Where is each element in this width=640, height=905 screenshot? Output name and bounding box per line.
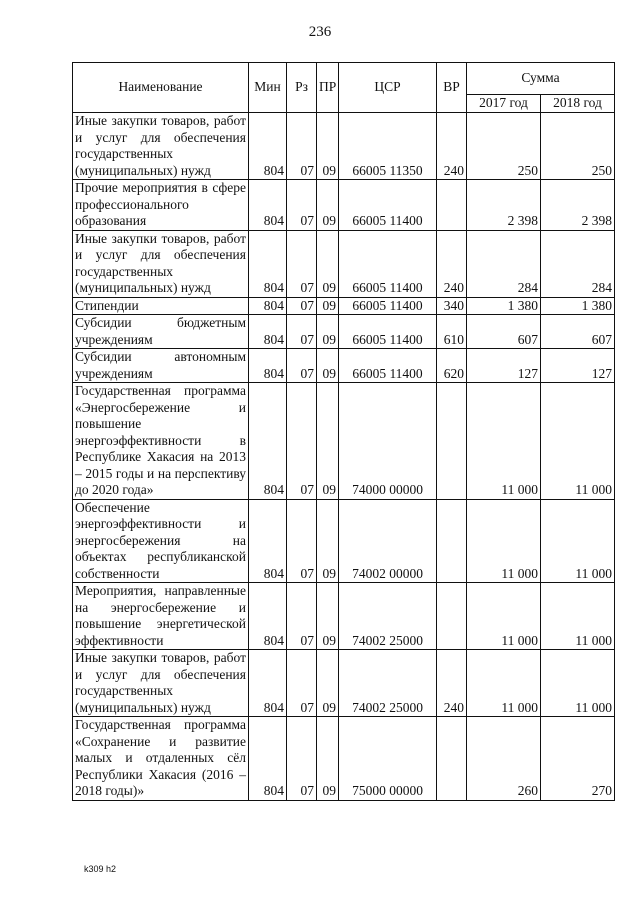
cell-min: 804 — [249, 230, 287, 297]
cell-min: 804 — [249, 180, 287, 231]
page-number: 236 — [308, 24, 332, 40]
cell-y2018: 2 398 — [541, 180, 615, 231]
cell-rz: 07 — [287, 650, 317, 717]
table-row — [73, 349, 615, 383]
cell-y2018: 11 000 — [541, 583, 615, 650]
cell-y2018: 607 — [541, 315, 615, 349]
cell-y2017: 2 398 — [467, 180, 541, 231]
table-row — [73, 717, 615, 801]
cell-vr: 610 — [437, 315, 467, 349]
cell-min: 804 — [249, 113, 287, 180]
cell-vr — [437, 499, 467, 583]
cell-name: Обеспечение энергоэффективности и энергосбережения на объектах республиканской собственности — [73, 499, 249, 583]
cell-rz: 07 — [287, 717, 317, 801]
cell-pr: 09 — [317, 297, 339, 315]
cell-csr: 66005 11400 — [339, 180, 437, 231]
cell-pr: 09 — [317, 113, 339, 180]
cell-y2017: 127 — [467, 349, 541, 383]
cell-rz: 07 — [287, 113, 317, 180]
table-row — [73, 230, 615, 297]
cell-min: 804 — [249, 349, 287, 383]
budget-table — [72, 62, 615, 801]
cell-y2018: 250 — [541, 113, 615, 180]
cell-y2018: 11 000 — [541, 383, 615, 500]
table-body — [73, 113, 615, 801]
cell-y2018: 11 000 — [541, 650, 615, 717]
cell-vr: 620 — [437, 349, 467, 383]
cell-vr: 340 — [437, 297, 467, 315]
table-row — [73, 297, 615, 315]
cell-y2018: 11 000 — [541, 499, 615, 583]
cell-min: 804 — [249, 315, 287, 349]
cell-min: 804 — [249, 583, 287, 650]
header-name: Наименование — [73, 63, 249, 113]
cell-csr: 74000 00000 — [339, 383, 437, 500]
cell-vr — [437, 383, 467, 500]
cell-name: Иные закупки товаров, работ и услуг для обеспечения государственных (муниципальных) нужд — [73, 113, 249, 180]
cell-rz: 07 — [287, 315, 317, 349]
cell-y2018: 1 380 — [541, 297, 615, 315]
cell-csr: 66005 11350 — [339, 113, 437, 180]
cell-pr: 09 — [317, 230, 339, 297]
cell-name: Иные закупки товаров, работ и услуг для обеспечения государственных (муниципальных) нужд — [73, 230, 249, 297]
table-row — [73, 650, 615, 717]
header-min: Мин — [249, 63, 287, 113]
table-row — [73, 315, 615, 349]
cell-name: Стипендии — [73, 297, 249, 315]
cell-y2017: 11 000 — [467, 499, 541, 583]
cell-y2017: 11 000 — [467, 650, 541, 717]
header-year-2018: 2018 год — [541, 95, 615, 113]
table-row — [73, 583, 615, 650]
cell-y2017: 284 — [467, 230, 541, 297]
cell-vr — [437, 717, 467, 801]
cell-csr: 74002 00000 — [339, 499, 437, 583]
cell-vr — [437, 583, 467, 650]
cell-y2018: 127 — [541, 349, 615, 383]
cell-pr: 09 — [317, 383, 339, 500]
header-csr: ЦСР — [339, 63, 437, 113]
cell-y2018: 284 — [541, 230, 615, 297]
cell-pr: 09 — [317, 650, 339, 717]
cell-rz: 07 — [287, 383, 317, 500]
header-rz: Рз — [287, 63, 317, 113]
cell-min: 804 — [249, 297, 287, 315]
cell-y2017: 11 000 — [467, 383, 541, 500]
cell-name: Государственная программа «Энергосбережение и повышение энергоэффективности в Республике Хакасия на 2013 – 2015 годы и на перспективу до 2020 года» — [73, 383, 249, 500]
cell-y2018: 270 — [541, 717, 615, 801]
cell-y2017: 1 380 — [467, 297, 541, 315]
table-row — [73, 180, 615, 231]
cell-pr: 09 — [317, 180, 339, 231]
footer-code: k309 h2 — [84, 864, 117, 874]
cell-rz: 07 — [287, 583, 317, 650]
cell-min: 804 — [249, 383, 287, 500]
cell-name: Субсидии бюджетным учреждениям — [73, 315, 249, 349]
header-year-2017: 2017 год — [467, 95, 541, 113]
header-vr: ВР — [437, 63, 467, 113]
cell-csr: 74002 25000 — [339, 650, 437, 717]
cell-vr: 240 — [437, 230, 467, 297]
cell-y2017: 607 — [467, 315, 541, 349]
table-row — [73, 383, 615, 500]
cell-min: 804 — [249, 717, 287, 801]
cell-vr: 240 — [437, 650, 467, 717]
cell-y2017: 250 — [467, 113, 541, 180]
cell-csr: 66005 11400 — [339, 230, 437, 297]
cell-pr: 09 — [317, 315, 339, 349]
cell-csr: 75000 00000 — [339, 717, 437, 801]
cell-rz: 07 — [287, 180, 317, 231]
cell-csr: 66005 11400 — [339, 315, 437, 349]
cell-name: Прочие мероприятия в сфере профессионального образования — [73, 180, 249, 231]
cell-pr: 09 — [317, 583, 339, 650]
header-pr: ПР — [317, 63, 339, 113]
cell-rz: 07 — [287, 297, 317, 315]
cell-name: Государственная программа «Сохранение и развитие малых и отдаленных сёл Республики Хакасия (2016 – 2018 годы)» — [73, 717, 249, 801]
cell-name: Иные закупки товаров, работ и услуг для обеспечения государственных (муниципальных) нужд — [73, 650, 249, 717]
cell-rz: 07 — [287, 230, 317, 297]
cell-pr: 09 — [317, 499, 339, 583]
cell-name: Субсидии автономным учреждениям — [73, 349, 249, 383]
cell-y2017: 11 000 — [467, 583, 541, 650]
cell-csr: 66005 11400 — [339, 349, 437, 383]
cell-min: 804 — [249, 650, 287, 717]
cell-name: Мероприятия, направленные на энергосбережение и повышение энергетической эффективности — [73, 583, 249, 650]
table-row — [73, 113, 615, 180]
cell-vr — [437, 180, 467, 231]
cell-csr: 66005 11400 — [339, 297, 437, 315]
cell-vr: 240 — [437, 113, 467, 180]
cell-pr: 09 — [317, 349, 339, 383]
cell-y2017: 260 — [467, 717, 541, 801]
cell-rz: 07 — [287, 499, 317, 583]
table-row — [73, 499, 615, 583]
cell-min: 804 — [249, 499, 287, 583]
cell-csr: 74002 25000 — [339, 583, 437, 650]
header-sum: Сумма — [467, 63, 615, 95]
cell-pr: 09 — [317, 717, 339, 801]
cell-rz: 07 — [287, 349, 317, 383]
